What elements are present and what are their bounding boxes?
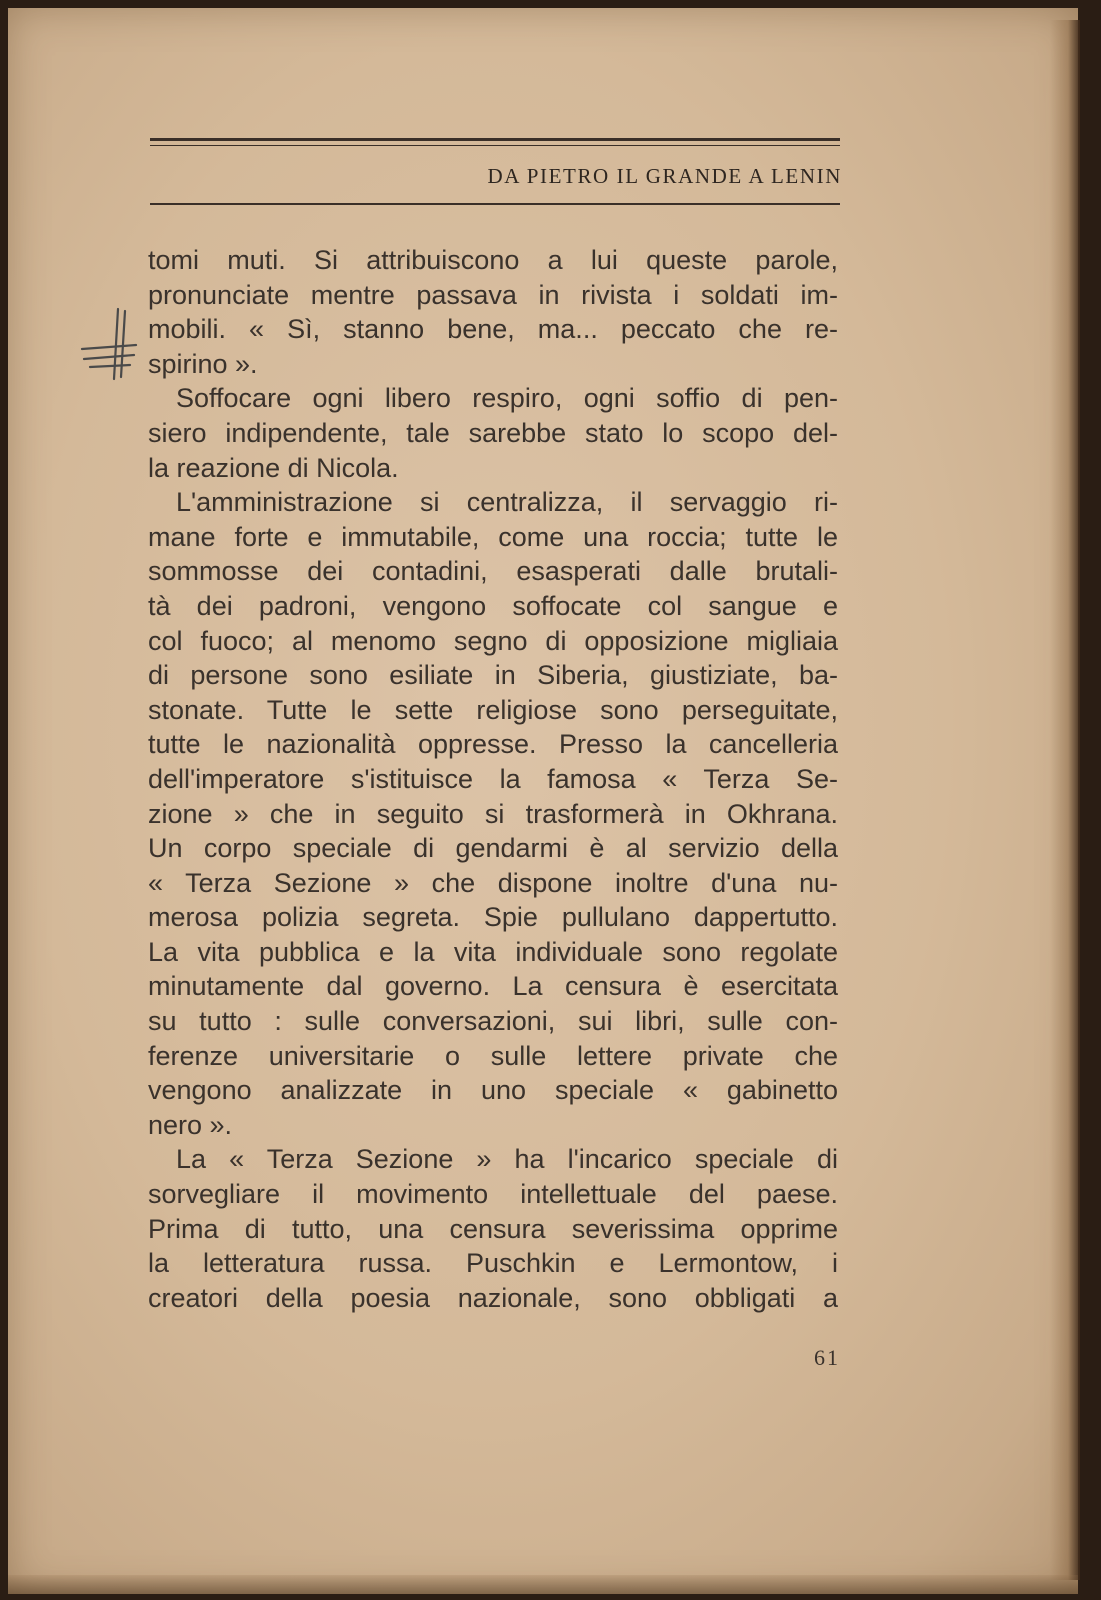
- page-edge-right: [1050, 20, 1080, 1580]
- text-line: spirino ».: [148, 348, 258, 379]
- text-line: mane forte e immutabile, come una roccia; tutte le: [148, 521, 838, 552]
- paragraph-first-line: Soffocare ogni libero respiro, ogni soffio di pen-: [176, 383, 838, 414]
- text-line: vengono analizzate in uno speciale « gabinetto: [148, 1075, 838, 1106]
- text-line: la reazione di Nicola.: [148, 452, 399, 483]
- text-line: tà dei padroni, vengono soffocate col sangue e: [148, 590, 838, 621]
- page-edge-bottom: [8, 1575, 1078, 1594]
- text-line: « Terza Sezione » che dispone inoltre d'una nu-: [148, 867, 838, 898]
- running-head: DA PIETRO IL GRANDE A LENIN: [487, 164, 842, 188]
- page-number: 61: [814, 1345, 840, 1370]
- text-line: di persone sono esiliate in Siberia, giustiziate, ba-: [148, 660, 838, 691]
- text-line: sommosse dei contadini, esasperati dalle brutali-: [148, 556, 838, 587]
- header-rule-top-thin: [150, 145, 840, 146]
- text-line: mobili. « Sì, stanno bene, ma... peccato che re-: [148, 314, 838, 345]
- text-line: ferenze universitarie o sulle lettere private che: [148, 1040, 838, 1071]
- text-line: tutte le nazionalità oppresse. Presso la cancelleria: [148, 729, 838, 760]
- paragraph-first-line: La « Terza Sezione » ha l'incarico speciale di: [176, 1144, 838, 1175]
- body-text: [148, 243, 838, 1315]
- text-line: stonate. Tutte le sette religiose sono perseguitate,: [148, 694, 838, 725]
- text-line: col fuoco; al menomo segno di opposizione migliaia: [148, 625, 838, 656]
- text-line: siero indipendente, tale sarebbe stato lo scopo del-: [148, 417, 838, 448]
- text-line: su tutto : sulle conversazioni, sui libri, sulle con-: [148, 1006, 838, 1037]
- text-line: La vita pubblica e la vita individuale sono regolate: [148, 936, 838, 967]
- text-line: Un corpo speciale di gendarmi è al servizio della: [148, 833, 838, 864]
- text-line: Prima di tutto, una censura severissima opprime: [148, 1213, 838, 1244]
- text-line: sorvegliare il movimento intellettuale del paese.: [148, 1179, 838, 1210]
- text-line: tomi muti. Si attribuiscono a lui queste parole,: [148, 245, 838, 275]
- paragraph-first-line: L'amministrazione si centralizza, il servaggio ri-: [176, 487, 838, 518]
- pencil-hash-mark-icon: [78, 305, 138, 383]
- text-line: merosa polizia segreta. Spie pullulano dappertutto.: [148, 902, 838, 933]
- header-rule-bottom: [150, 203, 840, 205]
- text-line: creatori della poesia nazionale, sono obbligati a: [148, 1282, 838, 1313]
- text-line: la letteratura russa. Puschkin e Lermontow, i: [148, 1248, 838, 1279]
- text-line: dell'imperatore s'istituisce la famosa « Terza Se-: [148, 763, 838, 794]
- text-line: nero ».: [148, 1109, 233, 1140]
- text-line: pronunciate mentre passava in rivista i soldati im-: [148, 279, 838, 310]
- header-rule-top: [150, 138, 840, 141]
- text-line: minutamente dal governo. La censura è esercitata: [148, 971, 838, 1002]
- text-line: zione » che in seguito si trasformerà in Okhrana.: [148, 798, 838, 829]
